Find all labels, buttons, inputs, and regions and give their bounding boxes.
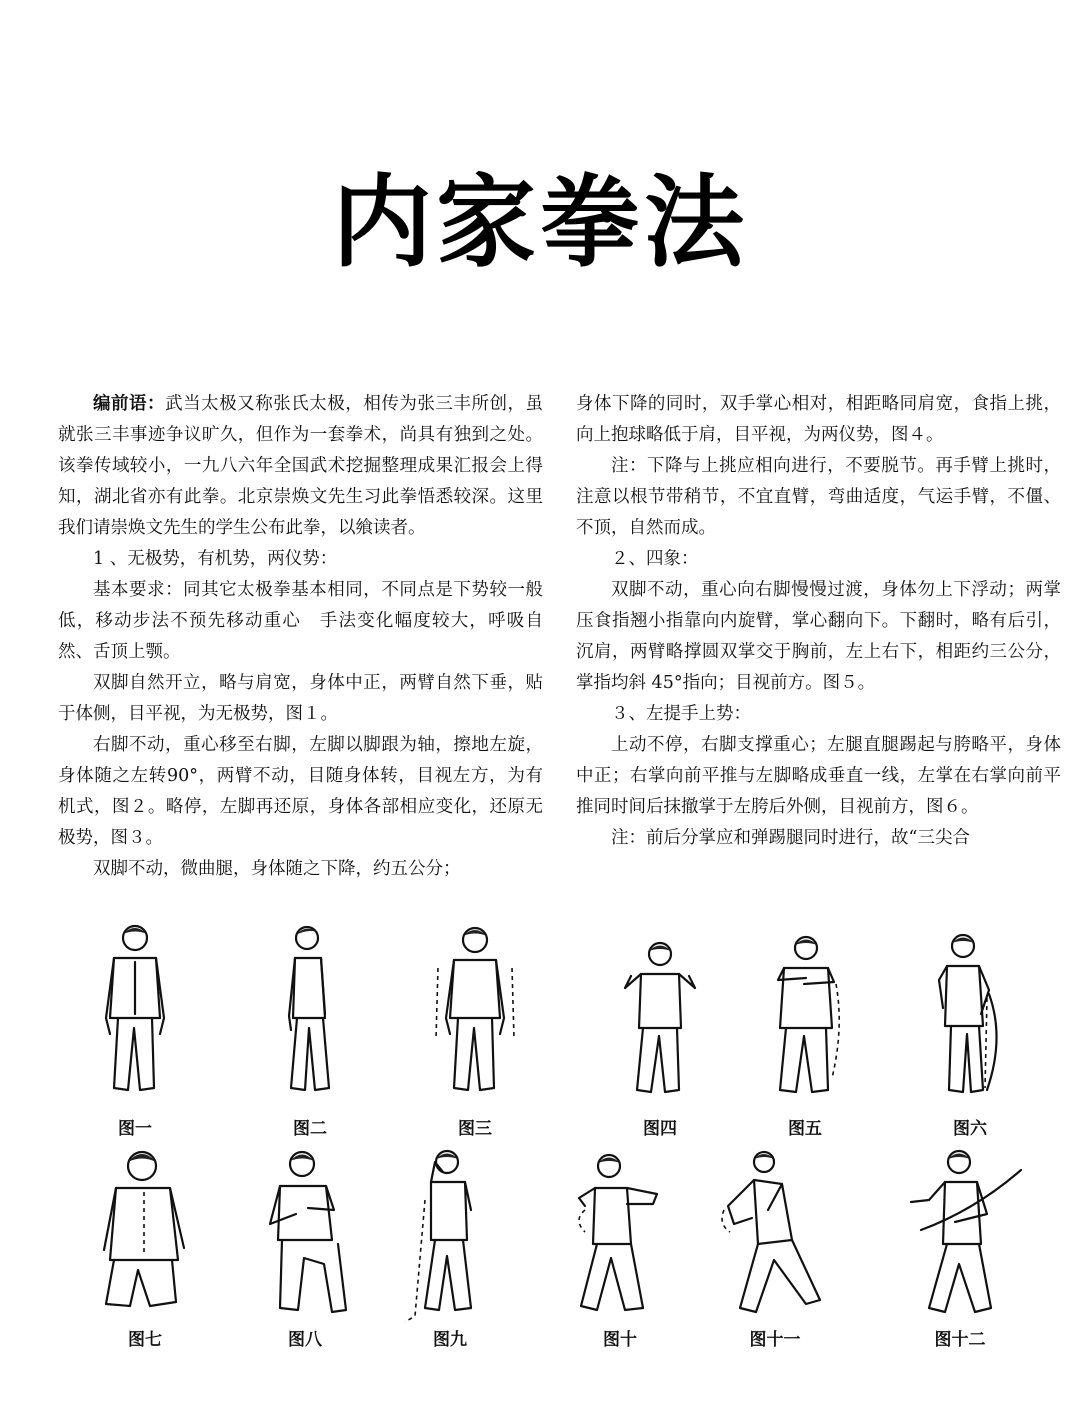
figure-caption: 图七 (128, 1330, 162, 1350)
figure-1-illustration (70, 918, 200, 1108)
intro-text: 武当太极又称张氏太极，相传为张三丰所创，虽就张三丰事迹争议旷久，但作为一套拳术，尚具有独到之处。该拳传域较小，一九八六年全国武术挖掘整理成果汇报会上得知，湖北省亦有此拳。北京崇焕文先生习此拳悟悉较深。这里我们请崇焕文先生的学生公布此拳，以飨读者。 (58, 394, 544, 538)
right-column (576, 389, 1061, 854)
figure-4-illustration (595, 918, 725, 1108)
page-title: 内家拳法 (332, 164, 748, 281)
note-paragraph: 注：前后分掌应和弹踢腿同时进行，故“三尖合 (611, 828, 970, 848)
figure-caption: 图十一 (749, 1330, 801, 1350)
paragraph: 右脚不动，重心移至右脚，左脚以脚跟为轴，擦地左旋，身体随之左转90°，两臂不动，目随身体转，目视左方，为有机式，图２。略停，左脚再还原，身体各部相应变化，还原无极势，图３。 (58, 735, 543, 848)
figure-caption: 图八 (288, 1330, 322, 1350)
figure-9-illustration (385, 1140, 515, 1330)
figure-8-illustration (240, 1140, 370, 1330)
figure-caption: 图十二 (934, 1330, 986, 1350)
figure-caption: 图四 (643, 1119, 677, 1139)
paragraph: 双脚不动，微曲腿，身体随之下降，约五公分； (93, 859, 461, 879)
figure-caption: 图五 (788, 1119, 822, 1139)
note-paragraph: 注：下降与上挑应相向进行，不要脱节。再手臂上挑时，注意以根节带稍节，不宜直臂，弯曲适度，气运手臂，不僵、不顶，自然而成。 (576, 456, 1061, 538)
figure-caption: 图六 (953, 1119, 987, 1139)
paragraph: 基本要求：同其它太极拳基本相同，不同点是下势较一般低，移动步法不预先移动重心 手法变化幅度较大，呼吸自然、舌顶上颚。 (58, 580, 543, 662)
section-heading-1: 1 、无极势，有机势，两仪势： (93, 549, 338, 569)
paragraph: 身体下降的同时，双手掌心相对，相距略同肩宽，食指上挑，向上抱球略低于肩，目平视，为两仪势，图４。 (576, 394, 1061, 445)
figure-6-illustration (905, 918, 1035, 1108)
figure-caption: 图十 (603, 1330, 637, 1350)
intro-paragraph (58, 389, 543, 544)
figure-7-illustration (80, 1140, 210, 1330)
figure-10-illustration (555, 1140, 685, 1330)
figure-2-illustration (245, 918, 375, 1108)
figure-3-illustration (410, 918, 540, 1108)
figure-5-illustration (740, 918, 870, 1108)
figure-caption: 图二 (293, 1119, 327, 1139)
section-heading-3: ３、左提手上势： (611, 704, 751, 724)
paragraph: 双脚自然开立，略与肩宽，身体中正，两臂自然下垂，贴于体侧，目平视，为无极势，图１。 (58, 673, 543, 724)
paragraph: 双脚不动，重心向右脚慢慢过渡，身体勿上下浮动；两掌压食指翘小指靠向内旋臂，掌心翻向下。下翻时，略有后引，沉肩，两臂略撑圆双掌交于胸前，左上右下，相距约三公分，掌指均斜 45°指向；目视前方。图５。 (576, 580, 1061, 693)
figure-12-illustration (895, 1140, 1025, 1330)
figure-caption: 图三 (458, 1119, 492, 1139)
figure-11-illustration (710, 1140, 840, 1330)
section-heading-2: ２、四象： (611, 549, 699, 569)
figure-caption: 图一 (118, 1119, 152, 1139)
intro-label: 编前语： (93, 394, 166, 414)
paragraph: 上动不停，右脚支撑重心；左腿直腿踢起与胯略平，身体中正；右掌向前平推与左脚略成垂直一线，左掌在右掌向前平推同时间后抹撤掌于左胯后外侧，目视前方，图６。 (576, 735, 1061, 817)
figure-caption: 图九 (433, 1330, 467, 1350)
left-column (58, 389, 543, 885)
